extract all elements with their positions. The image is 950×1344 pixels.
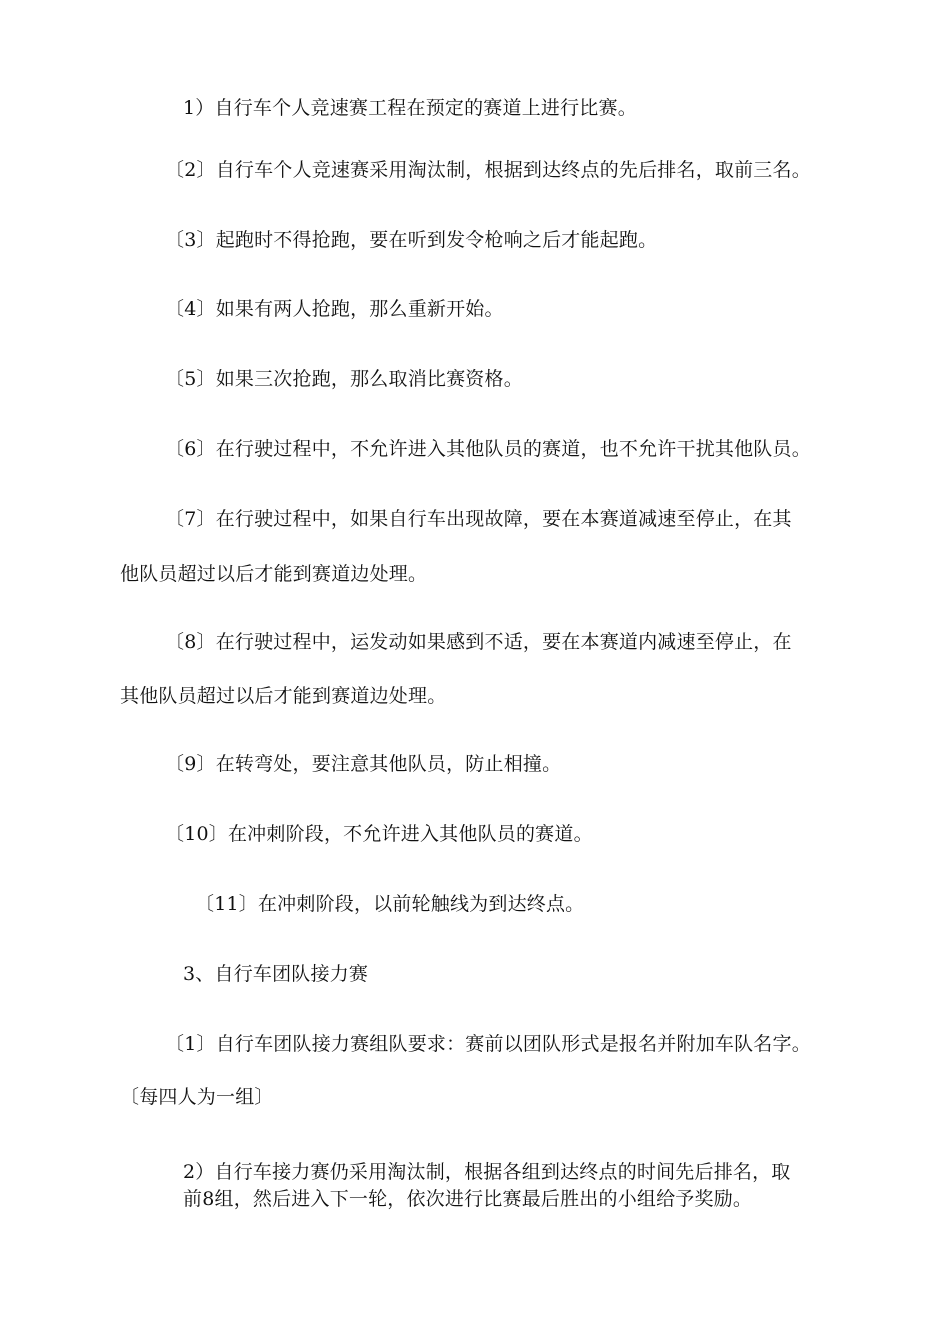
rule-5-line: 〔5〕如果三次抢跑，那么取消比赛资格。 — [165, 368, 523, 390]
rule-4-line: 〔4〕如果有两人抢跑，那么重新开始。 — [165, 298, 504, 320]
rule-9-line: 〔9〕在转弯处，要注意其他队员，防止相撞。 — [165, 753, 562, 775]
rule-2-line: 〔2〕自行车个人竞速赛采用淘汰制，根据到达终点的先后排名，取前三名。 — [165, 159, 811, 181]
rule-11-line: 〔11〕在冲刺阶段，以前轮触线为到达终点。 — [195, 893, 585, 915]
rule-3-line: 〔3〕起跑时不得抢跑，要在听到发令枪响之后才能起跑。 — [165, 229, 658, 251]
rule-7-line: 〔7〕在行驶过程中，如果自行车出现故障，要在本赛道减速至停止，在其 — [165, 508, 792, 530]
rule-8-continued: 其他队员超过以后才能到赛道边处理。 — [120, 685, 447, 707]
rule-7-continued: 他队员超过以后才能到赛道边处理。 — [120, 563, 428, 585]
relay-rule-2-line: 2）自行车接力赛仍采用淘汰制，根据各组到达终点的时间先后排名，取 — [183, 1161, 791, 1183]
section-heading: 3、自行车团队接力赛 — [183, 963, 369, 985]
relay-rule-1-continued: 〔每四人为一组〕 — [120, 1086, 274, 1108]
rule-6-line: 〔6〕在行驶过程中，不允许进入其他队员的赛道，也不允许干扰其他队员。 — [165, 438, 811, 460]
rule-1-line: 1）自行车个人竞速赛工程在预定的赛道上进行比赛。 — [183, 97, 637, 119]
relay-rule-1-line: 〔1〕自行车团队接力赛组队要求：赛前以团队形式是报名并附加车队名字。 — [165, 1033, 811, 1055]
rule-10-line: 〔10〕在冲刺阶段，不允许进入其他队员的赛道。 — [165, 823, 593, 845]
rule-8-line: 〔8〕在行驶过程中，运发动如果感到不适，要在本赛道内减速至停止，在 — [165, 631, 792, 653]
relay-rule-2-continued: 前8组，然后进入下一轮，依次进行比赛最后胜出的小组给予奖励。 — [183, 1188, 753, 1210]
